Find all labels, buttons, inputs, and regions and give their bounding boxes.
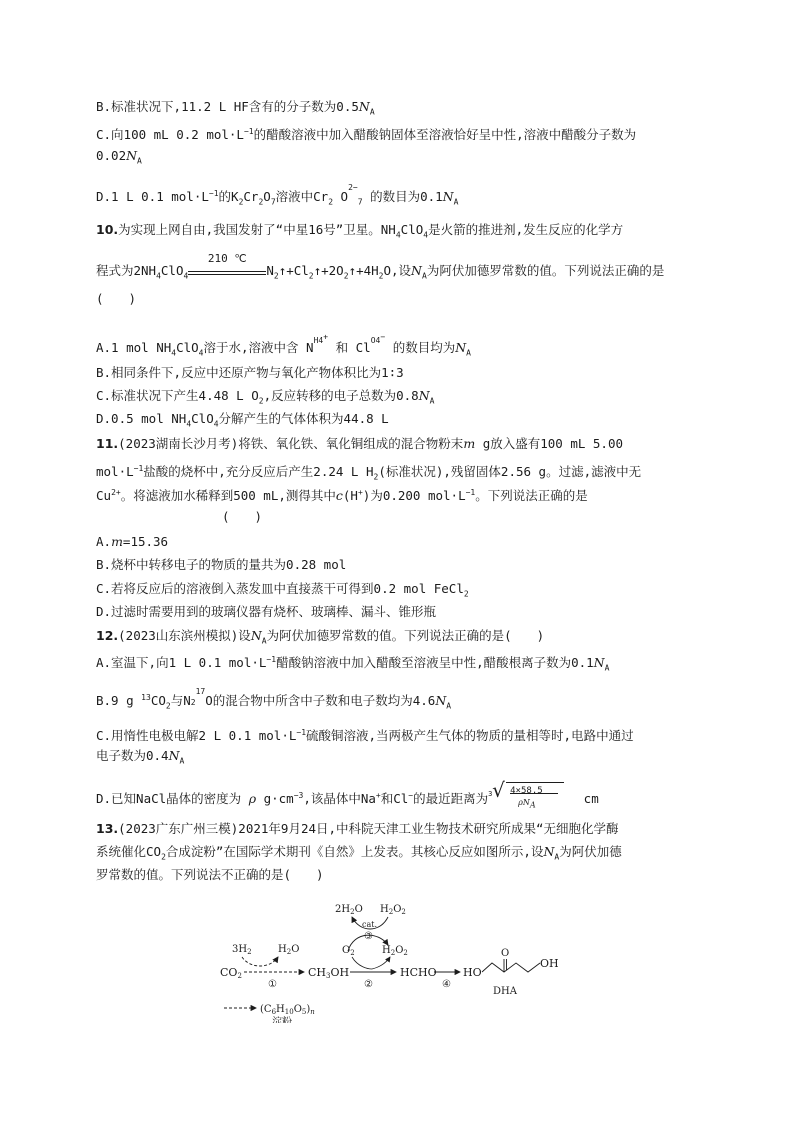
q11-stem-line2: $mol\cdot L^{-1}$盐酸的烧杯中,充分反应后产生2.24 L $H_2$(标准状况),残留固体2.56 g。过滤,滤液中无 (96, 464, 642, 482)
q11-option-b: B.烧杯中转移电子的物质的量共为0.28 mol (96, 557, 347, 572)
q10-stem-line1: 10.为实现上网自由,我国发射了“中星16号”卫星。$NH_4ClO_4$是火箭的推进剂,发生反应的化学方 (96, 222, 624, 240)
q10-equation: 程式为$2NH_4ClO_4$ 210 ℃ $N_2↑+Cl_2↑+2O_2↑+4H_2O$,设$N_A$为阿伏加德罗常数的值。下列说法正确的是 (96, 252, 665, 281)
label-dha: DHA (493, 986, 517, 997)
q10-option-d: D.0.5 mol $NH_4ClO_4$分解产生的气体体积为44.8 L (96, 411, 389, 429)
label-h2o2-top: $H_2O_2$ (380, 904, 406, 916)
reaction-condition: 210 ℃ (207, 252, 247, 265)
dha-skeleton (482, 963, 540, 972)
q10-option-c: C.标准状况下产生4.48 L $O_2$,反应转移的电子总数为$0.8N_A$ (96, 388, 435, 406)
q11-option-a: A.m=15.36 (96, 534, 169, 549)
q13-stem-line3: 罗常数的值。下列说法不正确的是( ) (96, 867, 324, 882)
label-ho: HO (463, 966, 482, 979)
q11-stem-line3: $Cu^{2+}$。将滤液加水稀释到500 mL,测得其中c(H+)为0.200 $mol\cdot L^{-1}$。下列说法正确的是 (96, 488, 588, 504)
q13-stem-line2: 系统催化$CO_2$合成淀粉”在国际学术期刊《自然》上发表。其核心反应如图所示,设$N_A$为阿伏加德 (96, 844, 622, 862)
label-h2o: $H_2O$ (278, 944, 300, 956)
q11-option-c: C.若将反应后的溶液倒入蒸发皿中直接蒸干可得到0.2 mol FeCl$_2$ (96, 581, 469, 599)
label-h2o2-mid: $H_2O_2$ (382, 945, 408, 957)
q12-option-a: A.室温下,向1 L 0.1 $mol\cdot L^{-1}$醋酸钠溶液中加入醋酸至溶液呈中性,醋酸根离子数为$0.1N_A$ (96, 655, 610, 673)
q10-option-b: B.相同条件下,反应中还原产物与氧化产物体积比为1∶3 (96, 365, 404, 380)
q12-option-d: D.已知NaCl晶体的密度为 ρ $g\cdot cm^{-3}$,该晶体中Na+和Cl−的最近距离为 3 √ 4×58.5 $\rho N_A$ cm (96, 777, 599, 810)
q12-stem: 12.(2023山东滨州模拟)设$N_A$为阿伏加德罗常数的值。下列说法正确的是( ) (96, 628, 545, 646)
step-1-label: ① (268, 979, 277, 990)
step-4-label: ④ (442, 979, 451, 990)
label-oh: OH (540, 957, 559, 970)
q9-option-b: B.标准状况下,11.2 L HF含有的分子数为$0.5N_A$ (96, 99, 375, 117)
label-co2: CO2 (220, 966, 242, 980)
step2-o2-link (352, 957, 372, 969)
step-2-label: ② (364, 979, 373, 990)
label-hcho: HCHO (400, 966, 437, 979)
dha-carbonyl-o: O (501, 948, 510, 959)
label-o2: $O_2$ (342, 945, 355, 957)
reaction-pathway-diagram (220, 893, 600, 1023)
q10-option-a: A.1 mol $NH_4ClO_4$溶于水,溶液中含 $N^{H4^+}$ 和 $Cl^{O4^-}$ 的数目均为$N_A$ (96, 332, 471, 358)
q9-option-d: D.1 L 0.1 $mol\cdot L^{-1}$的$K_2Cr_2O_7$溶液中$Cr_2$ $O^{2-}_7$ 的数目为$0.1N_A$ (96, 183, 459, 207)
q13-number: 13. (96, 821, 119, 836)
q12-option-c-cont: 电子数为$0.4N_A$ (96, 748, 185, 766)
q11-stem-line1: 11.(2023湖南长沙月考)将铁、氧化铁、氧化铜组成的混合物粉末m g放入盛有100 mL 5.00 (96, 436, 624, 451)
step-3-label: ③ (364, 931, 373, 942)
label-ch3oh: CH3OH (308, 966, 350, 980)
label-2h2o-top: $2H_2O$ (335, 904, 363, 916)
label-cat: cat. (362, 920, 378, 929)
q11-number: 11. (96, 436, 119, 451)
label-3h2: $3H_2$ (232, 944, 252, 956)
q12-option-b: B.9 g $^{13}CO_2$与$N_2^{17}O$的混合物中所含中子数和电子数均为$4.6N_A$ (96, 687, 452, 711)
cube-root-expression: 3 √ 4×58.5 $\rho N_A$ (488, 791, 576, 809)
q10-number: 10. (96, 222, 119, 237)
label-starch-formula: $(C_6H_{10}O_5)_n$ (260, 1004, 315, 1016)
q11-option-d: D.过滤时需要用到的玻璃仪器有烧杯、玻璃棒、漏斗、锥形瓶 (96, 604, 437, 619)
q11-answer-paren: ( ) (222, 509, 263, 524)
q12-option-c: C.用惰性电极电解2 L 0.1 $mol\cdot L^{-1}$硫酸铜溶液,当两极产生气体的物质的量相等时,电路中通过 (96, 728, 634, 744)
q13-stem-line1: 13.(2023广东广州三模)2021年9月24日,中科院天津工业生物技术研究所成果“无细胞化学酶 (96, 821, 619, 836)
step1-reagent-arrow (242, 957, 278, 966)
q10-answer-paren: ( ) (96, 291, 137, 306)
q9-option-c-cont: $0.02N_A$ (96, 148, 142, 166)
step2-h2o2-link (372, 957, 390, 969)
q12-number: 12. (96, 628, 119, 643)
label-starch: 淀粉 (272, 1017, 292, 1023)
q9-option-c: C.向100 mL 0.2 $mol\cdot L^{-1}$的醋酸溶液中加入醋酸钠固体至溶液恰好呈中性,溶液中醋酸分子数为 (96, 127, 637, 143)
